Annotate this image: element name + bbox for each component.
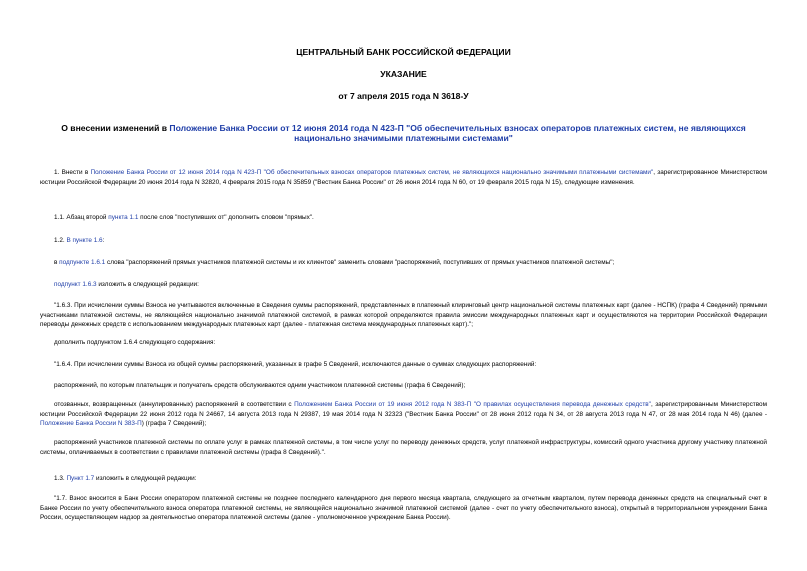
title-regulation-link[interactable]: Положение Банка России от 12 июня 2014 года N 423-П "Об обеспечительных взносах операторов платежных систем, не являющихся национально значимыми платежными системами" (169, 123, 746, 143)
paragraph-1-2 (40, 236, 781, 246)
title-prefix: О внесении изменений в (61, 123, 170, 133)
p3-prefix: 1.2. (54, 237, 67, 244)
paragraph-add-1-6-4: дополнить подпунктом 1.6.4 следующего содержания: (54, 339, 216, 346)
p4-suffix: слова "распоряжений прямых участников платежной системы и их клиентов" заменить словами "распоряжений, поступивших от прямых участников платежной системы"; (105, 259, 615, 266)
p10-middle: , зарегистрированным Министерством юстиции Российской Федерации 22 июня 2012 года N 24667, 14 августа 2013 года N 29387, 19 мая 2014 года N 32323 ("Вестник Банка России" от 28 июня 2012 года N 34, от 28 августа 2013 года N 47, от 28 мая 2014 года N 46) (далее - (40, 401, 767, 418)
document-type-heading: УКАЗАНИЕ (380, 69, 427, 79)
p10-suffix: ) (графа 7 Сведений); (141, 420, 207, 428)
paragraph-subclause-1-6-3 (40, 280, 781, 290)
p12-clause-link[interactable]: Пункт 1.7 (66, 475, 95, 482)
paragraph-1-6-4-text: "1.6.4. При исчислении суммы Взноса из общей суммы распоряжений, указанных в графе 5 Сведений, исключаются данные о суммах следующих распоряжений: (54, 361, 537, 368)
p5-subclause-link[interactable]: подпункт 1.6.3 (54, 281, 97, 288)
paragraph-subclause-1-6-1 (40, 258, 781, 268)
paragraph-same-participant: распоряжений, по которым плательщик и получатель средств обслуживаются одним участником платежной системы (графа 6 Сведений); (54, 382, 466, 389)
p4-subclause-link[interactable]: подпункте 1.6.1 (59, 259, 106, 266)
p2-suffix: после слов "поступивших от" дополнить словом "прямых". (138, 214, 314, 221)
p3-suffix: : (102, 237, 105, 244)
paragraph-1-7-text: "1.7. Взнос вносится в Банк России оператором платежной системы не позднее последнего календарного дня первого месяца квартала, следующего за отчетным кварталом, путем перевода денежных средств на специальный счет в Банке России по учету обеспечительного взноса оператора платежной системы, не являющейся национально значимой платежной системой (далее - счет по учету обеспечительного взноса), открытый в территориальном учреждении Банка России, осуществляющем надзор за деятельностью оператора платежной системы (далее - уполномоченное учреждение Банка России). (40, 495, 767, 522)
p1-suffix: , зарегистрированное Министерством юстиции Российской Федерации 20 июня 2014 года N 32820, 4 февраля 2015 года N 35859 ("Вестник Банка России" от 26 июня 2014 года N 60, от 19 февраля 2015 года N 15), следующие изменения. (40, 169, 767, 186)
p12-prefix: 1.3. (54, 475, 67, 482)
p2-prefix: 1.1. Абзац второй (54, 214, 109, 221)
paragraph-1-6-3-text: "1.6.3. При исчислении суммы Взноса не учитываются включенные в Сведения суммы распоряжений, представленных в платежный клиринговый центр национальной системы платежных карт (далее - НСПК) (графа 4 Сведений) прямыми участниками платежной системы, не являющейся национально значимой платежной системой, в рамках которой определяются правила эмиссии международных платежных карт и осуществляются на территории Российской Федерации переводы денежных средств с использованием международных платежных карт (далее - платежная система международных платежных карт)."; (40, 302, 767, 329)
p10-regulation-383p-link[interactable]: Положением Банка России от 19 июня 2012 года N 383-П "О правилах осуществления перевода денежных средств" (294, 401, 651, 408)
paragraph-1-3 (40, 474, 781, 484)
p1-regulation-link[interactable]: Положение Банка России от 12 июня 2014 года N 423-П "Об обеспечительных взносах операторов платежных систем, не являющихся национально значимыми платежными системами" (90, 169, 654, 176)
issuer-heading: ЦЕНТРАЛЬНЫЙ БАНК РОССИЙСКОЙ ФЕДЕРАЦИИ (296, 47, 511, 57)
p3-clause-link[interactable]: В пункте 1.6 (66, 237, 103, 244)
p10-prefix: отозванных, возвращенных (аннулированных) распоряжений в соответствии с (54, 401, 295, 408)
p2-clause-link[interactable]: пункта 1.1 (108, 214, 139, 221)
document-title (40, 123, 767, 143)
p5-suffix: изложить в следующей редакции: (96, 281, 199, 288)
paragraph-1 (40, 168, 767, 187)
paragraph-service-payments: распоряжений участников платежной системы по оплате услуг в рамках платежной системы, в том числе услуг по переводу денежных средств, услуг платежной инфраструктуры, комиссий одного участника другому участнику платежной системы, оплачиваемых в соответствии с правилами платежной системы (графа 8 Сведений).". (40, 439, 767, 456)
paragraph-1-1 (40, 213, 781, 223)
p10-regulation-383p-short-link[interactable]: Положение Банка России N 383-П (40, 420, 142, 428)
p1-prefix: 1. Внести в (54, 169, 91, 176)
p12-suffix: изложить в следующей редакции: (94, 475, 197, 482)
document-date-heading: от 7 апреля 2015 года N 3618-У (338, 91, 469, 101)
paragraph-revoked-orders (40, 400, 767, 429)
p4-prefix: в (54, 259, 60, 266)
